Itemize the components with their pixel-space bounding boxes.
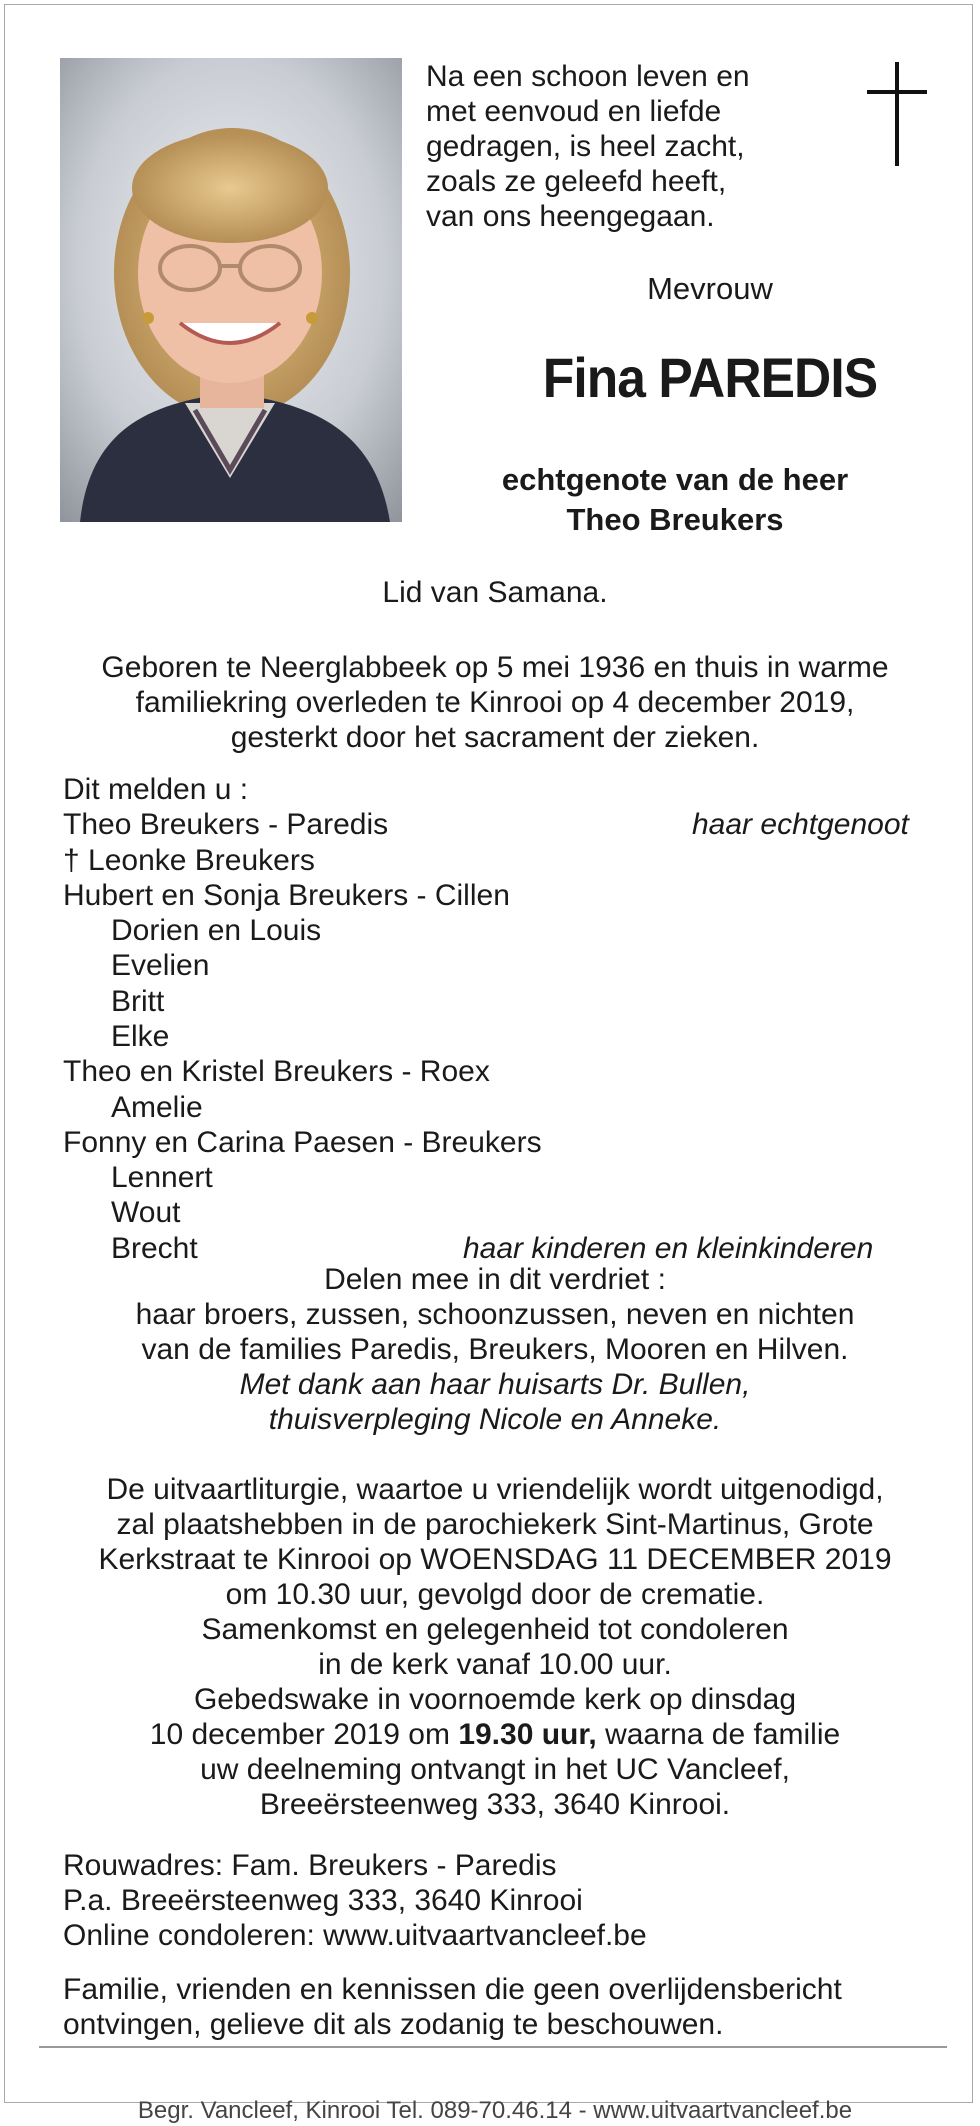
- funeral-line: Samenkomst en gelegenheid tot condoleren: [201, 1613, 789, 1646]
- funeral-line: Breeërsteenweg 333, 3640 Kinrooi.: [259, 1788, 731, 1821]
- role-spouse: haar echtgenoot: [692, 808, 909, 841]
- mourn-line: haar broers, zussen, schoonzussen, neven en nichten: [135, 1298, 855, 1331]
- contact-address: [63, 1848, 647, 1953]
- family-member: Hubert en Sonja Breukers - Cillen: [63, 879, 510, 912]
- birth-line: familiekring overleden te Kinrooi op 4 december 2019,: [135, 686, 855, 719]
- poem-line: van ons heengegaan.: [426, 200, 715, 233]
- funeral-line: Kerkstraat te Kinrooi op WOENSDAG 11 DECEMBER 2019: [98, 1543, 892, 1576]
- family-member: Theo Breukers - Paredis: [63, 808, 389, 841]
- address-line: Rouwadres: Fam. Breukers - Paredis: [63, 1849, 557, 1882]
- deceased-name: Fina PAREDIS: [542, 346, 878, 409]
- poem-line: met eenvoud en liefde: [426, 95, 722, 128]
- footer-divider: [39, 2046, 947, 2048]
- notice-line: ontvingen, gelieve dit als zodanig te beschouwen.: [63, 2008, 724, 2041]
- family-member: Elke: [111, 1020, 170, 1053]
- address-line: Online condoleren: www.uitvaartvancleef.be: [63, 1919, 647, 1952]
- wake-time: 19.30 uur,: [458, 1718, 597, 1751]
- funeral-line: uw deelneming ontvangt in het UC Vancleef,: [200, 1753, 790, 1786]
- wake-line: [35, 1717, 955, 1752]
- funeral-line: in de kerk vanaf 10.00 uur.: [318, 1648, 672, 1681]
- mourners-text: [35, 1262, 955, 1437]
- spouse-line: [425, 460, 925, 540]
- family-member: † Leonke Breukers: [63, 844, 315, 877]
- address-line: P.a. Breeërsteenweg 333, 3640 Kinrooi: [63, 1884, 583, 1917]
- thanks-line: Met dank aan haar huisarts Dr. Bullen,: [239, 1368, 751, 1401]
- family-member: Brecht: [111, 1232, 198, 1265]
- mourn-line: Delen mee in dit verdriet :: [324, 1263, 666, 1296]
- funeral-line: Gebedswake in voornoemde kerk op dinsdag: [193, 1683, 797, 1716]
- family-member: Lennert: [111, 1161, 213, 1194]
- birth-line: gesterkt door het sacrament der zieken.: [230, 721, 760, 754]
- wake-date: 10 december 2019 om: [149, 1718, 459, 1751]
- thanks-line: thuisverpleging Nicole en Anneke.: [268, 1403, 722, 1436]
- spouse-line-1: echtgenote van de heer: [501, 462, 849, 497]
- wake-after: waarna de familie: [596, 1718, 841, 1751]
- family-member: Dorien en Louis: [111, 914, 322, 947]
- role-children: haar kinderen en kleinkinderen: [463, 1232, 874, 1265]
- family-member: Fonny en Carina Paesen - Breukers: [63, 1126, 542, 1159]
- family-member: Britt: [111, 985, 165, 1018]
- notice-text: [63, 1972, 842, 2042]
- honorific-title: Mevrouw: [647, 271, 773, 306]
- membership-text: Lid van Samana.: [382, 576, 608, 609]
- poem-line: zoals ze geleefd heeft,: [426, 165, 727, 198]
- family-member: Amelie: [111, 1091, 203, 1124]
- announce-intro: Dit melden u :: [63, 773, 249, 806]
- obituary-card: [4, 4, 973, 2124]
- mourn-line: van de families Paredis, Breukers, Mooren en Hilven.: [141, 1333, 849, 1366]
- notice-line: Familie, vrienden en kennissen die geen overlijdensbericht: [63, 1973, 842, 2006]
- family-member: Wout: [111, 1196, 181, 1229]
- funeral-line: De uitvaartliturgie, waartoe u vriendelijk wordt uitgenodigd,: [106, 1473, 884, 1506]
- cross-icon: [867, 62, 927, 166]
- portrait-photo: [60, 58, 402, 522]
- poem-line: Na een schoon leven en: [426, 60, 750, 93]
- funeral-line: zal plaatshebben in de parochiekerk Sint-Martinus, Grote: [116, 1508, 874, 1541]
- family-member: Evelien: [111, 949, 210, 982]
- poem-verse: [426, 59, 750, 234]
- funeral-home-footer: Begr. Vancleef, Kinrooi Tel. 089-70.46.14 - www.uitvaartvancleef.be: [137, 2097, 853, 2124]
- birth-death-text: [35, 650, 955, 755]
- birth-line: Geboren te Neerglabbeek op 5 mei 1936 en thuis in warme: [101, 651, 889, 684]
- funeral-line: om 10.30 uur, gevolgd door de crematie.: [225, 1578, 765, 1611]
- spouse-line-2: Theo Breukers: [566, 502, 784, 537]
- poem-line: gedragen, is heel zacht,: [426, 130, 745, 163]
- family-member: Theo en Kristel Breukers - Roex: [63, 1055, 490, 1088]
- funeral-text: [35, 1472, 955, 1822]
